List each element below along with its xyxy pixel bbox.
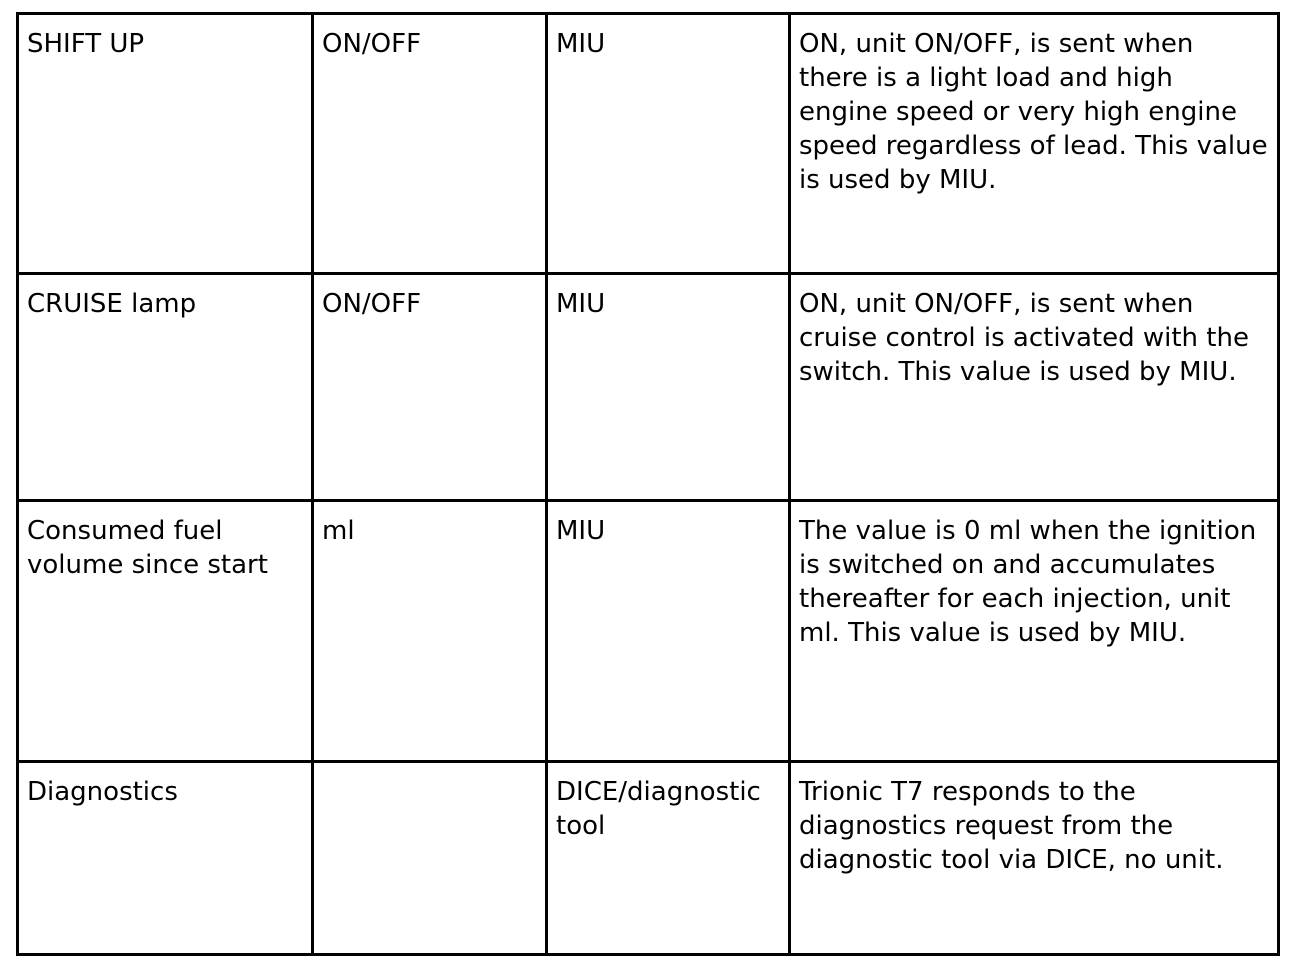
signal-name-cell: CRUISE lamp <box>18 274 313 501</box>
receiver-cell: MIU <box>547 501 790 762</box>
unit-cell: ON/OFF <box>313 274 547 501</box>
signal-name-cell: SHIFT UP <box>18 14 313 274</box>
signal-table <box>16 12 1280 956</box>
receiver-cell: DICE/diagnostic tool <box>547 762 790 955</box>
unit-cell: ON/OFF <box>313 14 547 274</box>
receiver-cell: MIU <box>547 14 790 274</box>
table-row <box>18 762 1279 955</box>
unit-cell <box>313 762 547 955</box>
signal-name-cell: Diagnostics <box>18 762 313 955</box>
signal-name-cell: Consumed fuel volume since start <box>18 501 313 762</box>
table-row <box>18 14 1279 274</box>
table-row <box>18 501 1279 762</box>
receiver-cell: MIU <box>547 274 790 501</box>
table-row <box>18 274 1279 501</box>
description-cell: ON, unit ON/OFF, is sent when cruise control is activated with the switch. This value is used by MIU. <box>790 274 1279 501</box>
description-cell: The value is 0 ml when the ignition is switched on and accumulates thereafter for each injection, unit ml. This value is used by MIU. <box>790 501 1279 762</box>
unit-cell: ml <box>313 501 547 762</box>
description-cell: Trionic T7 responds to the diagnostics request from the diagnostic tool via DICE, no unit. <box>790 762 1279 955</box>
description-cell: ON, unit ON/OFF, is sent when there is a light load and high engine speed or very high engine speed regardless of lead. This value is used by MIU. <box>790 14 1279 274</box>
